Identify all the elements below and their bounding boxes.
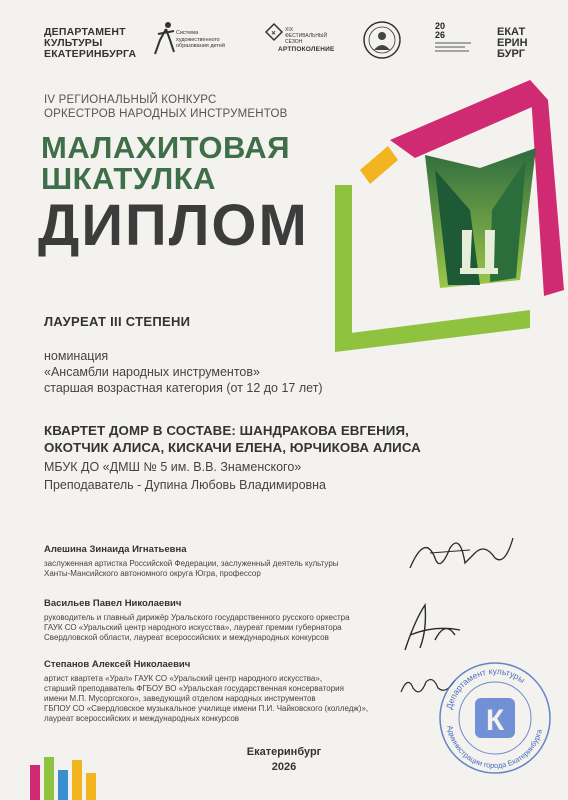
dept-logo-line-3: ЕКАТЕРИНБУРГА [44, 48, 137, 60]
nomination-block [44, 348, 323, 396]
juror-1 [44, 545, 404, 579]
signature-1-icon [405, 528, 515, 578]
document-title: ДИПЛОМ [38, 193, 309, 258]
school-name: МБУК ДО «ДМШ № 5 им. В.В. Знаменского» [44, 460, 302, 474]
contest-heading: IV РЕГИОНАЛЬНЫЙ КОНКУРС ОРКЕСТРОВ НАРОДНЫХ ИНСТРУМЕНТОВ [44, 94, 288, 120]
school-block [44, 458, 326, 494]
footer-city: Екатеринбург [246, 746, 322, 758]
nomination-label: номинация [44, 349, 109, 363]
juror-description: руководитель и главный дирижёр Уральского государственного русского оркестра ГАУК СО «Уральский центр народного искусства», лауреат премии губернатора Свердловской области, лауреат всероссийских и международных конкурсов [44, 613, 350, 642]
juror-description: артист квартета «Урал» ГАУК СО «Уральский центр народного искусства», старший преподаватель ФГБОУ ВО «Уральская государственная консерватория имени М.П. Мусоргского», заведующий отделом народных инструментов ГБПОУ СО «Свердловское музыкальное училище имени П.И. Чайковского (колледж)», лауреат всероссийских и международных конкурсов [44, 674, 369, 723]
year-logo: 20 26 [435, 22, 475, 60]
portrait-seal-icon [362, 20, 402, 60]
juror-name: Васильев Павел Николаевич [44, 598, 182, 609]
age-category: старшая возрастная категория (от 12 до 17 лет) [44, 381, 323, 395]
teacher-name: Преподаватель - Дупина Любовь Владимировна [44, 478, 327, 492]
nomination-name: «Ансамбли народных инструментов» [44, 365, 260, 379]
dept-logo-line-1: ДЕПАРТАМЕНТ [44, 26, 126, 38]
contest-title: МАЛАХИТОВАЯ ШКАТУЛКА [41, 130, 290, 196]
art-education-logo [152, 20, 252, 60]
artpokolenie-label: АРТПОКОЛЕНИЕ [278, 46, 335, 53]
juror-description: заслуженная артистка Российской Федерации, заслуженный деятель культуры Ханты-Мансийского автономного округа Югра, профессор [44, 559, 339, 578]
ekaterinburg-logo: ЕКАТ ЕРИН БУРГ [497, 26, 528, 60]
dancer-icon [152, 20, 178, 56]
juror-name: Степанов Алексей Николаевич [44, 659, 191, 670]
footer-year: 2026 [271, 761, 297, 773]
svg-text:✕: ✕ [271, 31, 277, 37]
participants: КВАРТЕТ ДОМР В СОСТАВЕ: ШАНДРАКОВА ЕВГЕНИЯ, ОКОТЧИК АЛИСА, КИСКАЧИ ЕЛЕНА, ЮРЧИКОВА АЛИСА [44, 423, 421, 455]
department-logo [44, 27, 136, 60]
malachite-box-emblem [330, 60, 568, 390]
art-education-text: Система художественного образования детей [176, 30, 225, 49]
stamp-letter: К [485, 704, 505, 737]
award-degree: ЛАУРЕАТ III СТЕПЕНИ [44, 314, 191, 329]
juror-3 [44, 660, 404, 724]
juror-name: Алешина Зинаида Игнатьевна [44, 544, 187, 555]
stamp-top-text: Департамент культуры [443, 665, 527, 711]
juror-2 [44, 599, 404, 643]
stamp-bottom-text: Администрации города Екатеринбурга [445, 724, 544, 771]
signature-2-icon [395, 600, 465, 655]
artpokolenie-logo [262, 22, 335, 60]
year-logo-lines-icon [435, 40, 475, 54]
festival-season: XIX ФЕСТИВАЛЬНЫЙ СЕЗОН [285, 27, 328, 45]
dept-logo-line-2: КУЛЬТУРЫ [44, 37, 103, 49]
color-bars-decoration [30, 745, 120, 800]
